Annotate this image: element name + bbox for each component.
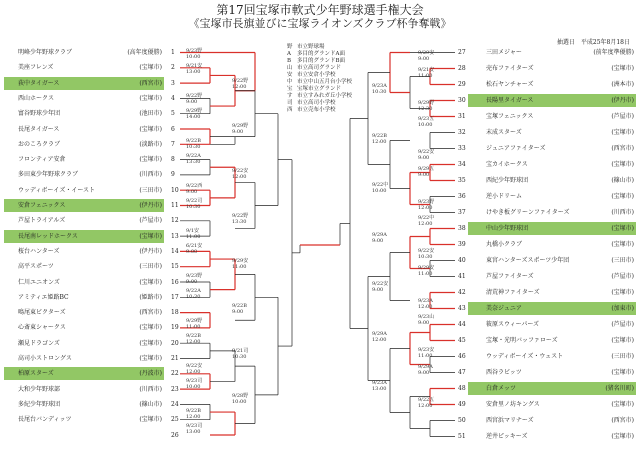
team-number: 10	[171, 186, 179, 194]
team-name: 仁川ユニオンズ	[18, 278, 60, 286]
team-city: (宝塚市)	[611, 129, 634, 136]
team-number: 7	[171, 140, 175, 148]
team-name: 心斎東シャークス	[18, 324, 66, 332]
team-name: 宝塚・光明バッファローズ	[486, 337, 558, 344]
match-schedule: 9/29安 9:00	[418, 50, 435, 62]
match-schedule: 9/23安 11:00	[418, 347, 435, 359]
team-city: (宝塚市)	[139, 232, 162, 240]
team-number: 17	[171, 293, 179, 301]
team-city: (高年度優勝)	[127, 49, 162, 56]
team-name: 西谷ラビッツ	[486, 369, 522, 376]
team-city: (三田市)	[611, 353, 634, 360]
match-schedule: 9/22A 13:30	[186, 153, 201, 165]
match-schedule: 9/29野 12:30	[418, 99, 435, 112]
team-number: 39	[458, 241, 466, 248]
team-row	[468, 158, 636, 171]
match-schedule: 9/22B 12:00	[372, 132, 387, 145]
team-row	[468, 382, 636, 395]
team-number: 22	[171, 370, 179, 378]
team-number: 8	[171, 156, 175, 164]
team-number: 6	[171, 125, 175, 133]
match-schedule: 9/23A 13:00	[372, 380, 387, 392]
team-row	[468, 94, 636, 107]
venue-code: 山	[287, 65, 293, 71]
match-schedule: 9/22A 10:30	[186, 288, 201, 300]
team-number: 16	[171, 278, 179, 286]
team-row	[468, 318, 636, 331]
team-city: (姫路市)	[139, 293, 162, 301]
match-schedule: 9/21安 11:00	[418, 66, 435, 79]
team-city: (芦屋市)	[611, 321, 634, 328]
match-schedule: 9/22中 12:00	[418, 215, 435, 227]
team-row	[468, 78, 636, 91]
team-city: (西宮市)	[139, 79, 162, 87]
team-city: (三田市)	[139, 263, 162, 271]
team-city: (宝塚市)	[611, 433, 634, 440]
match-schedule: 9/22司 10:30	[186, 198, 203, 210]
match-schedule: 9/29野 9:00	[232, 123, 249, 135]
team-city: (洲本市)	[611, 81, 634, 88]
team-name: 富谷野球少年団	[18, 110, 61, 118]
team-name: 三田メジャー	[486, 49, 522, 56]
team-name: 西紀少年野球団	[486, 177, 529, 184]
team-row	[4, 107, 164, 120]
team-name: 大和少年野球部	[18, 385, 61, 393]
team-name: ウッディボーイズ・イースト	[18, 186, 96, 194]
team-number: 35	[458, 177, 466, 184]
draw-date: 抽選日 平成25年8月18日	[556, 39, 630, 46]
team-number: 23	[171, 385, 179, 393]
venue-name: 市立野球場	[297, 44, 325, 50]
team-name: 逆小ドリーム	[486, 193, 523, 200]
team-city: (宝塚市)	[611, 289, 634, 296]
team-name: 松石ヤンチャーズ	[486, 81, 534, 88]
team-name: 長陽里タイガース	[486, 97, 534, 104]
match-schedule: 9/23司 13:00	[186, 423, 203, 435]
team-number: 40	[458, 257, 466, 264]
match-schedule: 9/23A 10:30	[372, 83, 387, 95]
team-city: (淡路市)	[139, 140, 162, 148]
team-name: 逆井ピッキーズ	[486, 433, 528, 440]
team-row	[4, 138, 164, 151]
team-number: 13	[171, 232, 179, 240]
match-schedule: 9/22西 9:00	[186, 183, 203, 195]
match-schedule: 9/29A 9:00	[418, 363, 433, 376]
match-schedule: 9/29安 11:00	[232, 258, 249, 270]
team-number: 18	[171, 309, 179, 317]
page-title: 第17回宝塚市軟式少年野球選手権大会	[216, 3, 424, 17]
team-name: 芦屋ファイターズ	[486, 273, 534, 280]
team-number: 44	[458, 321, 466, 328]
team-row	[4, 168, 164, 181]
venue-name: 宝塚市立グランド	[297, 86, 342, 92]
team-number: 47	[458, 369, 466, 376]
team-city: (宝塚市)	[611, 401, 634, 408]
venue-name: 市立中山五月台小学校	[297, 79, 353, 85]
team-city: (西宮市)	[611, 145, 634, 152]
venue-code: 西	[287, 107, 293, 113]
team-row	[4, 276, 164, 289]
venue-code: 安	[287, 72, 293, 78]
match-schedule: 9/29野 14:00	[186, 108, 203, 120]
team-city: (宝塚市)	[611, 225, 634, 232]
team-name: 多田東少年野球クラブ	[18, 171, 79, 179]
team-name: 長尾南レッドホークス	[18, 232, 78, 240]
team-name: 売布ファイターズ	[486, 65, 534, 72]
team-name: 西宮浜マリナーズ	[486, 417, 534, 424]
match-schedule: 9/1安 11:00	[186, 228, 201, 240]
team-number: 41	[458, 273, 466, 280]
team-row	[4, 306, 164, 319]
match-schedule: 9/22B 12:00	[186, 408, 201, 420]
team-city: (宝塚市)	[611, 65, 634, 72]
match-schedule: 9/22B 10:30	[186, 138, 201, 150]
team-row	[468, 142, 636, 155]
match-schedule: 9/23野 9:00	[186, 273, 203, 285]
venue-name: 市立安倉小学校	[297, 72, 336, 78]
team-city: (川西市)	[139, 171, 162, 179]
match-schedule: 9/22中 10:00	[372, 182, 389, 194]
venue-code: す	[287, 93, 293, 99]
venue-code: B	[287, 58, 292, 64]
team-row	[468, 110, 636, 123]
match-schedule: 9/28野 10:00	[232, 393, 249, 405]
team-number: 14	[171, 247, 179, 255]
match-schedule: 9/22安 12:00	[232, 168, 249, 180]
team-row	[468, 398, 636, 411]
team-name: ジュニアファイターズ	[486, 145, 546, 152]
match-schedule: 9/22五 12:00	[418, 396, 435, 409]
team-name: 西山ホークス	[18, 94, 54, 102]
team-city: (宝塚市)	[611, 193, 634, 200]
team-number: 46	[458, 353, 466, 360]
team-name: アミティエ姫路BC	[18, 293, 69, 301]
team-city: (猪名川町)	[605, 385, 634, 392]
match-schedule: 9/29A 12:00	[372, 330, 387, 343]
team-number: 49	[458, 401, 466, 408]
team-number: 2	[171, 64, 175, 72]
team-name: 宝塚フェニックス	[486, 113, 534, 120]
team-number: 43	[458, 305, 466, 312]
team-city: (芦屋市)	[611, 273, 634, 280]
team-city: (芦屋市)	[611, 113, 634, 120]
team-row	[4, 291, 164, 304]
team-name: 中山少年野球団	[486, 225, 529, 232]
team-name: 柏原スターズ	[18, 370, 54, 378]
team-city: (宝塚市)	[139, 94, 162, 102]
team-number: 20	[171, 339, 179, 347]
team-row	[468, 334, 636, 347]
team-row	[4, 184, 164, 197]
team-row	[4, 337, 164, 350]
team-city: (宝塚市)	[139, 64, 162, 72]
team-city: (芦屋市)	[139, 217, 162, 225]
match-schedule: 9/29野 11:00	[186, 318, 203, 330]
venue-name: 市立すみれガ丘小学校	[297, 93, 353, 99]
team-name: 芦屋トライアルズ	[18, 217, 66, 225]
team-name: 末成スターズ	[486, 129, 522, 136]
team-city: (西宮市)	[139, 309, 162, 317]
team-number: 24	[171, 400, 179, 408]
team-number: 30	[458, 97, 466, 104]
team-name: 丸橋小クラブ	[486, 241, 523, 248]
match-schedule: 9/29安 11:00	[418, 264, 435, 277]
team-number: 29	[458, 81, 466, 88]
match-schedule: 6/21安 9:00	[186, 243, 203, 255]
team-number: 19	[171, 324, 179, 332]
team-name: 長尾タイガース	[18, 125, 60, 133]
match-schedule: 9/22安 12:00	[186, 363, 203, 375]
team-city: (宝塚市)	[139, 324, 162, 332]
match-schedule: 9/23野 12:00	[418, 198, 435, 211]
match-schedule: 9/22B 9:00	[232, 303, 247, 315]
team-row	[4, 61, 164, 74]
team-number: 34	[458, 161, 466, 168]
team-city: (宝塚市)	[139, 278, 162, 286]
venue-name: 市立売布小学校	[297, 107, 336, 113]
team-row	[4, 153, 164, 166]
match-schedule: 9/23野 10:00	[186, 48, 203, 60]
team-name: 桜台ハンターズ	[18, 247, 60, 255]
team-name: 荻中タイガース	[18, 79, 60, 87]
team-number: 32	[458, 129, 466, 136]
team-row	[468, 190, 636, 203]
team-row	[468, 286, 636, 299]
team-name: 鳴尾東ビクターズ	[18, 309, 66, 317]
team-number: 28	[458, 65, 466, 72]
team-number: 45	[458, 337, 466, 344]
team-name: 美奈ジュニア	[486, 305, 522, 312]
team-number: 50	[458, 417, 466, 424]
team-row	[468, 366, 636, 379]
team-row	[468, 270, 636, 283]
team-row	[468, 414, 636, 427]
team-number: 9	[171, 171, 175, 179]
team-city: (篠山市)	[611, 177, 634, 184]
team-row	[468, 302, 636, 315]
team-number: 31	[458, 113, 466, 120]
team-row	[4, 321, 164, 334]
team-city: (宝塚市)	[139, 416, 162, 424]
team-number: 38	[458, 225, 466, 232]
match-schedule: 9/23司 10:00	[186, 378, 203, 390]
team-city: (宝塚市)	[139, 156, 162, 164]
team-city: (宝塚市)	[139, 125, 162, 133]
team-number: 5	[171, 110, 175, 118]
team-city: (西宮市)	[611, 417, 634, 424]
match-schedule: 9/22野 12:00	[232, 78, 249, 90]
team-row	[468, 350, 636, 363]
team-city: (宝塚市)	[139, 339, 162, 347]
team-row	[4, 398, 164, 411]
match-schedule: 9/29A 9:00	[372, 231, 387, 244]
team-number: 11	[171, 202, 179, 209]
match-schedule: 9/22野 13:30	[232, 213, 249, 225]
match-schedule: 9/22安 9:00	[372, 281, 389, 293]
team-number: 48	[458, 385, 466, 392]
team-name: 美座フレンズ	[18, 64, 54, 72]
team-city: (伊丹市)	[139, 247, 162, 255]
team-city: (川西市)	[611, 209, 634, 216]
team-number: 4	[171, 94, 175, 102]
team-name: 清荒神ファイターズ	[486, 289, 540, 296]
team-city: (宝塚市)	[611, 337, 634, 344]
team-city: (宝塚市)	[611, 161, 634, 168]
team-row	[4, 367, 164, 380]
team-number: 42	[458, 289, 466, 296]
team-city: (宝塚市)	[611, 369, 634, 376]
team-name: けやき板グリーンファイターズ	[486, 209, 570, 216]
team-name: フロンティア安倉	[18, 156, 66, 164]
team-number: 51	[458, 433, 466, 440]
venue-code: A	[287, 51, 291, 57]
team-row	[468, 174, 636, 187]
team-name: 安倉里ノ坊キングス	[486, 401, 540, 408]
team-row	[4, 46, 164, 59]
team-number: 27	[458, 49, 466, 56]
match-schedule: 9/29五 9:00	[418, 165, 435, 178]
team-city: (前年度準優勝)	[593, 49, 634, 56]
team-row	[4, 413, 164, 426]
venue-code: 中	[287, 79, 293, 85]
match-schedule: 9/22B 12:00	[186, 333, 201, 345]
team-row	[468, 46, 636, 59]
team-name: 瀬見ドラゴンズ	[18, 339, 60, 347]
team-name: 宝カイホークス	[486, 161, 528, 168]
team-row	[4, 245, 164, 258]
team-name: 東宮ハンターズスポーツ少年団	[486, 257, 570, 264]
team-row	[468, 238, 636, 251]
match-schedule: 9/21司 10:30	[232, 348, 249, 360]
team-number: 25	[171, 416, 179, 424]
team-name: 白倉メッツ	[486, 385, 517, 392]
team-city: (伊丹市)	[611, 97, 634, 104]
team-city: (篠山市)	[139, 400, 162, 408]
team-row	[4, 77, 164, 90]
team-name: 筱原スウィーパーズ	[486, 321, 540, 328]
team-name: 多紀少年野球団	[18, 400, 61, 408]
team-row	[468, 254, 636, 267]
team-number: 3	[171, 79, 175, 87]
team-number: 15	[171, 263, 179, 271]
team-name: 高司小ストロングス	[18, 355, 72, 362]
team-row	[4, 214, 164, 227]
team-city: (宝塚市)	[611, 241, 634, 248]
team-name: 明峰少年野球クラブ	[18, 49, 73, 56]
team-name: おのころクラブ	[18, 140, 61, 148]
team-row	[468, 222, 636, 235]
team-row	[468, 430, 636, 443]
team-city: (宝塚市)	[139, 355, 162, 362]
venue-name: 多目的グランドB面	[297, 58, 346, 64]
team-row	[468, 62, 636, 75]
team-row	[4, 230, 164, 243]
match-schedule: 9/22安 10:30	[418, 248, 435, 260]
team-row	[4, 123, 164, 136]
team-name: 長尾台バンディッツ	[18, 416, 72, 424]
team-number: 33	[458, 145, 466, 152]
team-number: 1	[171, 49, 175, 56]
match-schedule: 9/23A 12:00	[418, 297, 433, 310]
team-number: 26	[171, 431, 179, 439]
venue-name: 市立高司グランド	[297, 65, 342, 71]
team-name: ウッディボーイズ・ウェスト	[486, 353, 564, 360]
match-schedule: 9/22安 9:00	[418, 149, 435, 161]
team-name: 高平スポーツ	[18, 263, 54, 271]
team-city: (三田市)	[611, 257, 634, 264]
venue-name: 多目的グランドA面	[297, 51, 345, 57]
team-number: 37	[458, 209, 466, 216]
team-city: (池田市)	[139, 110, 162, 118]
team-row	[4, 199, 164, 212]
team-city: (三田市)	[139, 186, 162, 194]
team-row	[4, 352, 164, 365]
team-number: 36	[458, 193, 466, 200]
match-schedule: 9/23山 9:00	[418, 314, 435, 326]
team-name: 安倉フェニックス	[18, 202, 66, 209]
team-row	[4, 92, 164, 105]
venue-code: 野	[287, 44, 293, 50]
page-subtitle: 《宝塚市長旗並びに宝塚ライオンズクラブ杯争奪戦》	[188, 17, 452, 30]
match-schedule: 9/23五 10:00	[418, 116, 435, 128]
team-city: (伊丹市)	[139, 202, 162, 209]
team-city: (加東市)	[611, 305, 634, 312]
venue-code: 司	[287, 100, 293, 106]
team-row	[4, 383, 164, 396]
team-number: 12	[171, 217, 179, 225]
team-number: 21	[171, 355, 179, 362]
team-row	[468, 206, 636, 219]
team-row	[4, 260, 164, 273]
match-schedule: 9/21安 13:00	[186, 63, 203, 75]
venue-code: 宝	[287, 86, 293, 92]
venue-name: 市立高司小学校	[297, 100, 336, 106]
team-row	[468, 126, 636, 139]
team-city: (丹波市)	[139, 370, 162, 378]
match-schedule: 9/22野 9:00	[186, 93, 203, 105]
team-city: (川西市)	[139, 385, 162, 393]
